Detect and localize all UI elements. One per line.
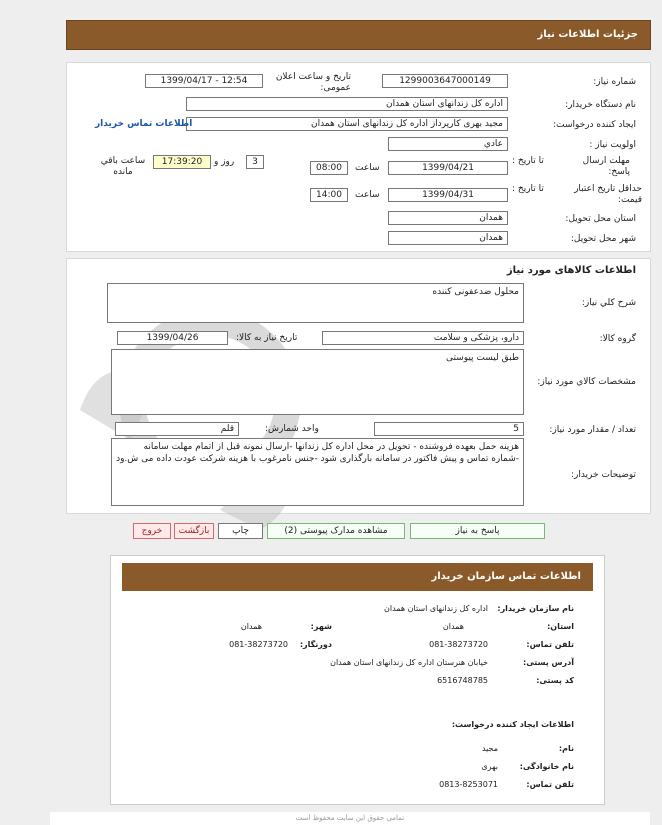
contact-org-value: اداره کل زندانهای استان همدان: [383, 604, 488, 613]
remaining-days-field: 3: [246, 155, 264, 169]
delivery-province-label: استان محل تحویل:: [565, 214, 636, 224]
delivery-city-field: همدان: [388, 231, 508, 245]
buyer-contact-link[interactable]: اطلاعات تماس خریدار: [95, 119, 193, 129]
validity-label: حداقل تاریخ اعتبار قیمت:: [574, 184, 642, 205]
buyer-org-field: اداره کل زندانهای استان همدان: [186, 97, 508, 111]
remaining-time-field: 17:39:20: [153, 155, 211, 169]
requester-field: مجید بهری کارپرداز اداره کل زندانهای استان همدان: [186, 117, 508, 131]
priority-field: عادي: [388, 137, 508, 151]
creator-phone-label: تلفن تماس:: [526, 780, 574, 789]
goods-group-label: گروه کالا:: [599, 334, 636, 344]
creator-title: اطلاعات ایجاد کننده درخواست:: [451, 720, 574, 729]
footer-text: تمامی حقوق این سایت محفوظ است: [295, 814, 405, 822]
watermark-logo: [60, 290, 340, 550]
validity-time-field: 14:00: [310, 188, 348, 202]
goods-group-field: دارو، پزشکی و سلامت: [322, 331, 524, 345]
creator-phone-value: 0813-8253071: [439, 780, 498, 789]
specs-textarea: طبق لیست پیوستی: [111, 349, 524, 415]
contact-address-label: آدرس پستی:: [523, 658, 574, 667]
buyer-notes-label: توضیحات خریدار:: [570, 470, 636, 480]
deadline-time-label: ساعت: [355, 163, 380, 173]
remaining-days-label: روز و: [214, 157, 235, 167]
need-date-label: تاریخ نیاز به کالا:: [236, 333, 298, 343]
page-title: جزئیات اطلاعات نیاز: [537, 29, 638, 40]
need-number-field: 1299003647000149: [382, 74, 508, 88]
reply-button[interactable]: پاسخ به نیاز: [410, 523, 545, 539]
validity-time-label: ساعت: [355, 190, 380, 200]
buyer-org-label: نام دستگاه خریدار:: [565, 100, 636, 110]
deadline-time-field: 08:00: [310, 161, 348, 175]
specs-label: مشخصات کالاي مورد نیاز:: [537, 377, 636, 387]
footer: [50, 812, 650, 825]
print-button[interactable]: چاپ: [218, 523, 263, 539]
creator-name-value: مجید: [481, 744, 498, 753]
contact-title: اطلاعات تماس سازمان خریدار: [431, 571, 581, 582]
page-header: [66, 20, 651, 50]
creator-family-value: بهری: [481, 762, 498, 771]
unit-field: قلم: [115, 422, 239, 436]
remaining-time-label: ساعت باقي مانده: [100, 156, 146, 177]
contact-fax-label: دورنگار:: [299, 640, 332, 649]
contact-address-value: خیابان هنرستان اداره کل زندانهای استان همدان: [330, 658, 488, 667]
contact-fax-value: 081-38273720: [229, 640, 288, 649]
contact-province-value: همدان: [442, 622, 464, 631]
need-number-label: شماره نیاز:: [593, 77, 636, 87]
quantity-label: تعداد / مقدار مورد نیاز:: [549, 425, 636, 435]
requester-label: ایجاد کننده درخواست:: [553, 120, 636, 130]
exit-button[interactable]: خروج: [133, 523, 171, 539]
deadline-label: مهلت ارسال پاسخ:: [582, 156, 630, 177]
need-date-field: 1399/04/26: [117, 331, 228, 345]
delivery-province-field: همدان: [388, 211, 508, 225]
validity-date-field: 1399/04/31: [388, 188, 508, 202]
creator-family-label: نام خانوادگی:: [519, 762, 574, 771]
contact-postal-label: کد پستی:: [536, 676, 574, 685]
quantity-field: 5: [374, 422, 524, 436]
goods-section-title: اطلاعات کالاهای مورد نیاز: [506, 265, 636, 276]
announce-label: تاریخ و ساعت اعلان عمومی:: [275, 72, 351, 93]
contact-province-label: استان:: [547, 622, 574, 631]
buyer-notes-textarea: هزینه حمل بعهده فروشنده - تحویل در محل اداره کل زندانها -ارسال نمونه قبل از اتمام مهلت سامانه -شماره تماس و پیش فاکتور در سامانه بارگذاری شود -جنس نامرغوب با هزینه شرکت عودت داده می ش.ود: [111, 438, 524, 506]
contact-org-label: نام سازمان خریدار:: [497, 604, 574, 613]
creator-name-label: نام:: [558, 744, 574, 753]
summary-label: شرح کلي نیاز:: [581, 298, 636, 308]
contact-phone-value: 081-38273720: [429, 640, 488, 649]
summary-textarea: محلول ضدعفونی کننده: [107, 283, 524, 323]
priority-label: اولویت نیاز :: [589, 140, 636, 150]
attachments-button[interactable]: مشاهده مدارک پیوستی (2): [267, 523, 405, 539]
delivery-city-label: شهر محل تحویل:: [570, 234, 636, 244]
deadline-until-label: تا تاریخ :: [512, 156, 544, 166]
contact-header: [122, 563, 593, 591]
announce-field: 1399/04/17 - 12:54: [145, 74, 263, 88]
contact-postal-value: 6516748785: [437, 676, 488, 685]
validity-until-label: تا تاریخ :: [512, 184, 544, 194]
contact-phone-label: تلفن تماس:: [526, 640, 574, 649]
back-button[interactable]: بازگشت: [174, 523, 214, 539]
contact-city-value: همدان: [240, 622, 262, 631]
contact-city-label: شهر:: [310, 622, 332, 631]
deadline-date-field: 1399/04/21: [388, 161, 508, 175]
unit-label: واحد شمارش:: [265, 424, 319, 434]
